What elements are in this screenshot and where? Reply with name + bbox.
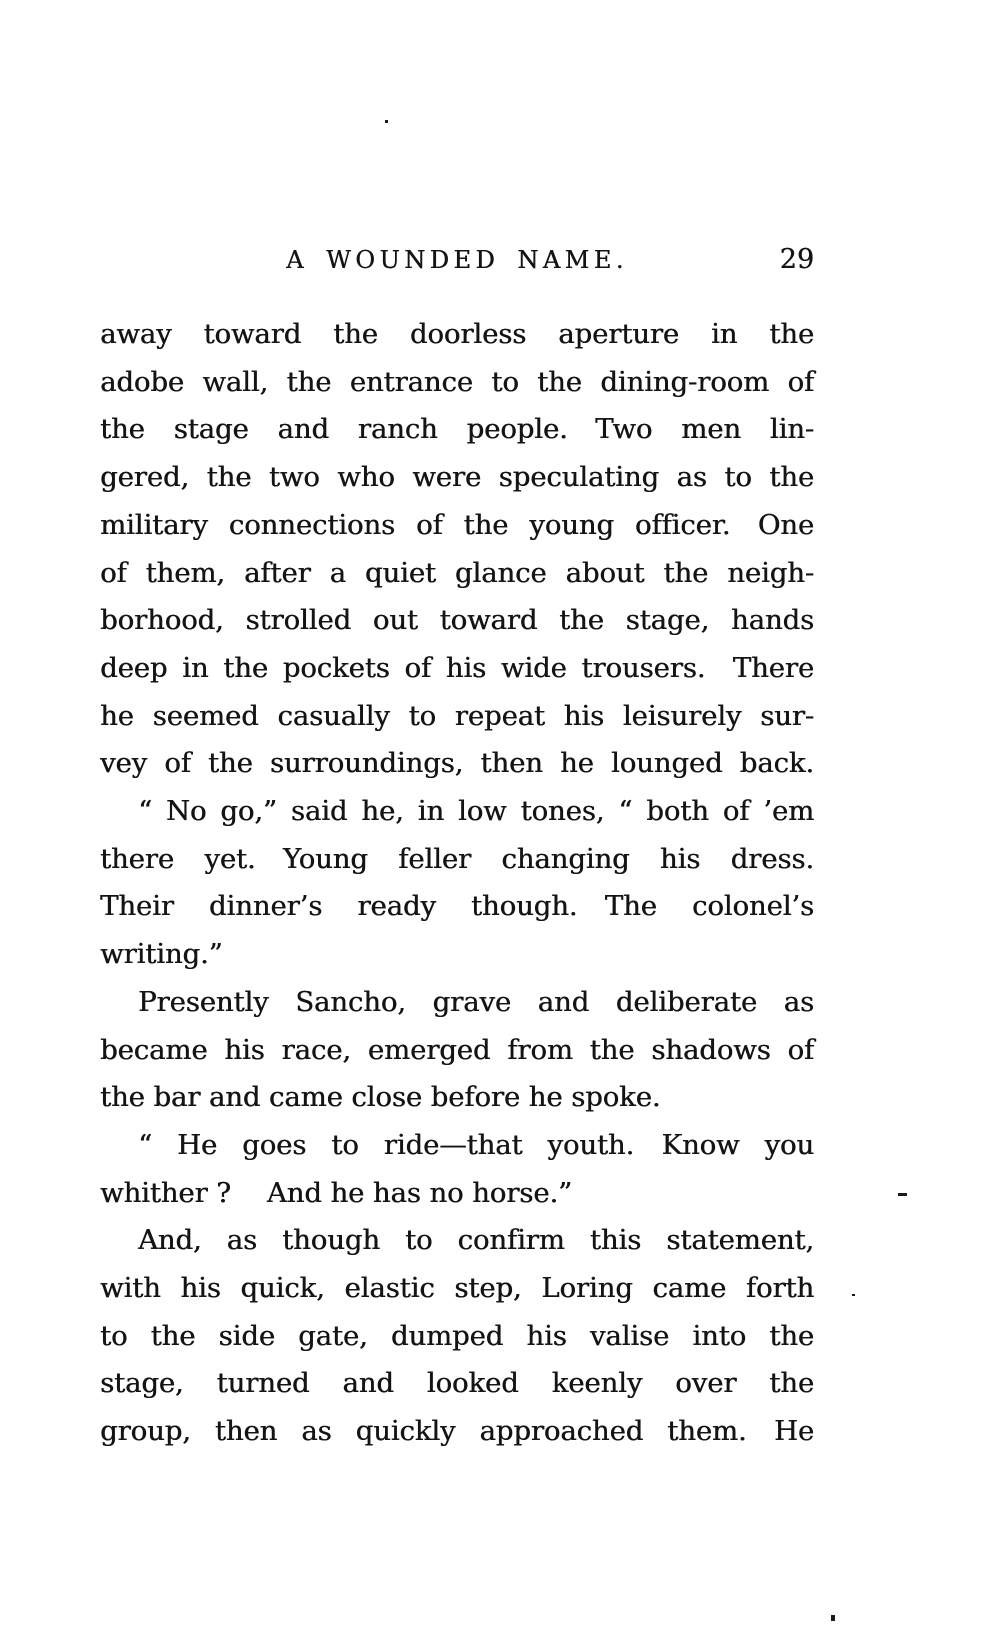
text-line: vey of the surroundings, then he lounged back. (100, 747, 814, 780)
text-line: he seemed casually to repeat his leisurely sur- (100, 699, 814, 732)
text-line: “ He goes to ride—that youth. Know you (138, 1128, 814, 1161)
text-line: to the side gate, dumped his valise into the (100, 1319, 814, 1352)
text-line: the bar and came close before he spoke. (100, 1081, 661, 1114)
running-head (100, 243, 814, 283)
text-line: Presently Sancho, grave and deliberate as (138, 985, 814, 1018)
scan-speck (898, 1193, 907, 1196)
text-line: away toward the doorless aperture in the (100, 318, 814, 350)
page-number: 29 (779, 244, 814, 275)
text-line: Their dinner’s ready though. The colonel’s (100, 890, 814, 923)
text-line: whither ? And he has no horse.” (100, 1176, 572, 1209)
text-line: with his quick, elastic step, Loring came forth (100, 1272, 814, 1305)
text-line: became his race, emerged from the shadows of (100, 1033, 814, 1066)
running-head-title: A WOUNDED NAME. (286, 246, 628, 274)
text-line: borhood, strolled out toward the stage, hands (100, 604, 814, 637)
text-line: gered, the two who were speculating as to the (100, 461, 814, 494)
text-line: And, as though to confirm this statement, (138, 1224, 814, 1257)
text-line: group, then as quickly approached them. He (100, 1415, 814, 1448)
scan-speck (852, 1294, 855, 1296)
scan-speck (831, 1615, 835, 1621)
text-line: there yet. Young feller changing his dress. (100, 842, 814, 875)
text-line: writing.” (100, 938, 223, 971)
text-line: military connections of the young officer. One (100, 508, 814, 541)
text-line: adobe wall, the entrance to the dining-room of (100, 365, 814, 398)
text-line: of them, after a quiet glance about the neigh- (100, 556, 814, 589)
text-line: stage, turned and looked keenly over the (100, 1367, 814, 1400)
text-line: the stage and ranch people. Two men lin- (100, 413, 814, 446)
text-line: “ No go,” said he, in low tones, “ both of ’em (138, 795, 814, 828)
body-text (100, 311, 814, 1456)
scan-speck (385, 120, 388, 123)
text-line: deep in the pockets of his wide trousers. There (100, 651, 814, 684)
